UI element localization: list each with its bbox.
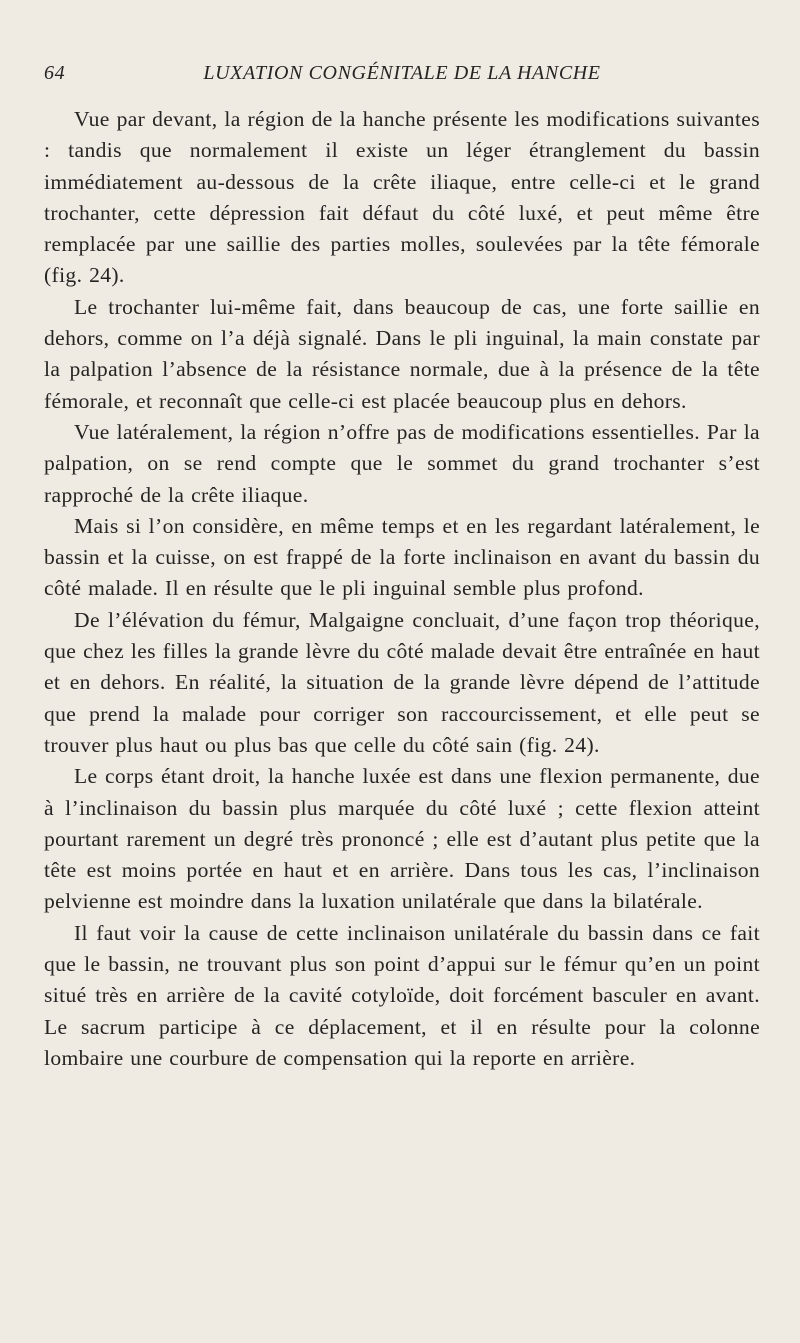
page-number: 64 (44, 62, 66, 84)
running-title: LUXATION CONGÉNITALE DE LA HANCHE (203, 62, 601, 84)
book-page (44, 62, 760, 1074)
running-head (44, 62, 760, 92)
paragraph: Mais si l’on considère, en même temps et en les regardant latéralement, le bassin et la cuisse, on est frappé de la forte inclinaison en avant du bassin du côté malade. Il en résulte que le pli inguinal semble plus profond. (44, 513, 760, 601)
paragraph: De l’élévation du fémur, Malgaigne concluait, d’une façon trop théorique, que chez les filles la grande lèvre du côté malade devait être entraînée en haut et en dehors. En réalité, la situation de la grande lèvre dépend de l’attitude que prend la malade pour corriger son raccourcissement, et elle peut se trouver plus haut ou plus bas que celle du côté sain (fig. 24). (44, 607, 760, 757)
paragraph: Vue latéralement, la région n’offre pas de modifications essentielles. Par la palpation, on se rend compte que le sommet du grand trochanter s’est rapproché de la crête iliaque. (44, 419, 760, 507)
body-text (44, 104, 760, 1074)
paragraph: Le trochanter lui-même fait, dans beaucoup de cas, une forte saillie en dehors, comme on l’a déjà signalé. Dans le pli inguinal, la main constate par la palpation l’absence de la résistance normale, due à la présence de la tête fémorale, et reconnaît que celle-ci est placée beaucoup plus en dehors. (44, 294, 760, 413)
paragraph: Il faut voir la cause de cette inclinaison unilatérale du bassin dans ce fait que le bassin, ne trouvant plus son point d’appui sur le fémur qu’en un point situé très en arrière de la cavité cotyloïde, doit forcément basculer en avant. Le sacrum participe à ce déplacement, et il en résulte pour la colonne lombaire une courbure de compensation qui la reporte en arrière. (44, 920, 760, 1070)
paragraph: Le corps étant droit, la hanche luxée est dans une flexion permanente, due à l’inclinaison du bassin plus marquée du côté luxé ; cette flexion atteint pourtant rarement un degré très prononcé ; elle est d’autant plus petite que la tête est moins portée en haut et en arrière. Dans tous les cas, l’inclinaison pelvienne est moindre dans la luxation unilatérale que dans la bilatérale. (44, 764, 760, 914)
paragraph: Vue par devant, la région de la hanche présente les modifications suivantes : tandis que normalement il existe un léger étranglement du bassin immédiatement au-dessous de la crête iliaque, entre celle-ci et le grand trochanter, cette dépression fait défaut du côté luxé, et peut même être remplacée par une saillie des parties molles, soulevées par la tête fémorale (fig. 24). (44, 107, 760, 288)
